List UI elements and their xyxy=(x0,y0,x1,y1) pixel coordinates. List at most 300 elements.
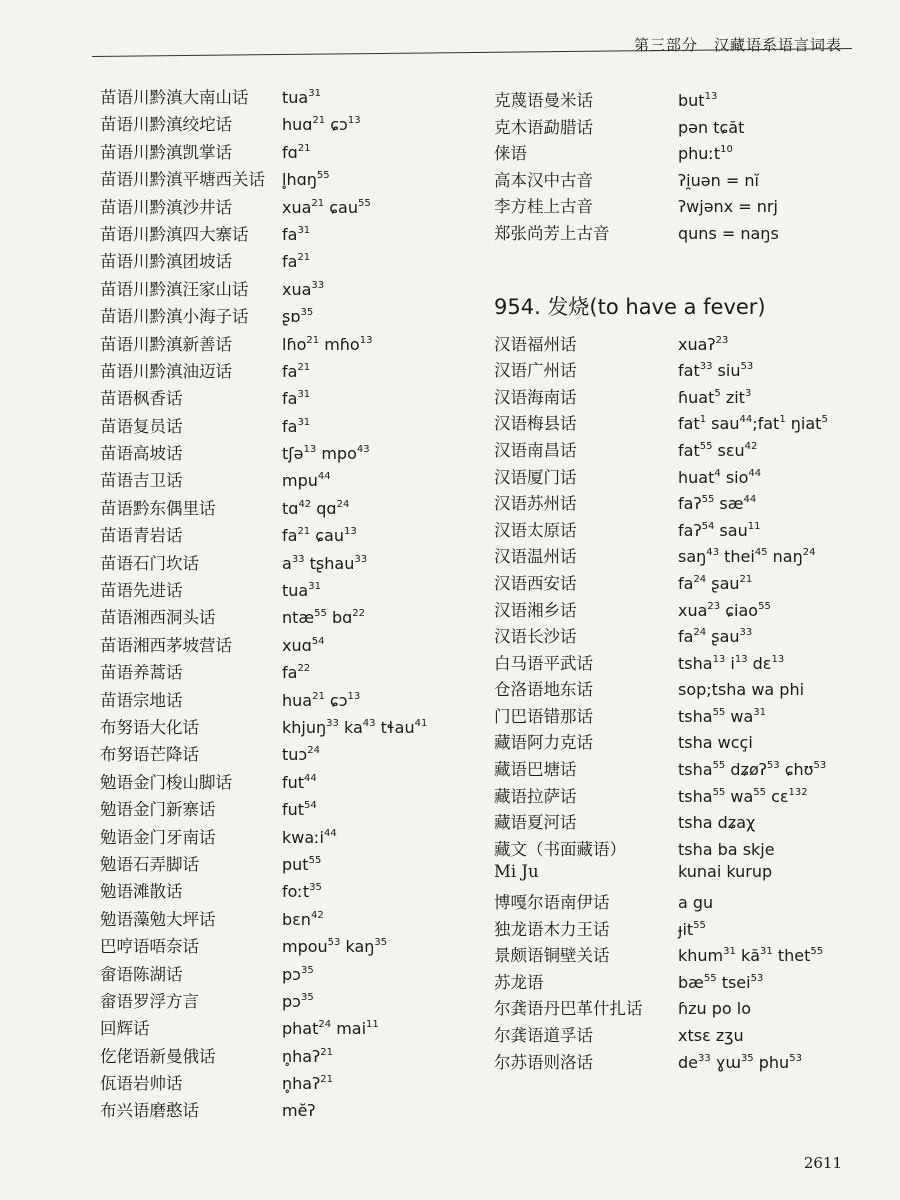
left-column xyxy=(100,84,490,1125)
word-form: $fa^{24}$ ʂau$^{33}$ xyxy=(678,627,753,647)
word-form: kunai kurup xyxy=(678,862,773,882)
entry-row xyxy=(100,84,490,111)
tone-number: 24 xyxy=(693,627,707,639)
language-name: 藏语拉萨话 xyxy=(494,786,577,806)
tone-number: 31 xyxy=(297,416,311,428)
tone-number: 33 xyxy=(698,1052,711,1064)
entry-row xyxy=(100,796,490,823)
language-name: 回辉话 xyxy=(100,1019,150,1039)
tone-number: 35 xyxy=(300,964,314,976)
language-name: 汉语苏州话 xyxy=(494,494,577,514)
page-number: 2611 xyxy=(803,1154,842,1172)
entry-row xyxy=(494,357,864,384)
language-name: 汉语广州话 xyxy=(494,361,577,381)
language-name: 苗语川黔滇沙井话 xyxy=(100,197,232,217)
word-form: tsha$^{55}$ $wa^{55}$ cɛ$^{132}$ xyxy=(678,786,808,806)
tone-number: 3 xyxy=(744,387,752,399)
entry-row xyxy=(494,916,864,943)
language-name: 苗语吉卫话 xyxy=(100,471,183,491)
tone-number: 21 xyxy=(320,1046,333,1058)
tone-number: 55 xyxy=(699,440,713,452)
entry-row xyxy=(100,467,490,494)
language-name: 畲语陈湖话 xyxy=(100,964,183,984)
language-name: 独龙语木力王话 xyxy=(494,919,610,939)
language-name: 苗语川黔滇油迈话 xyxy=(100,361,232,381)
tone-number: 4 xyxy=(714,467,721,479)
tone-number: 44 xyxy=(324,827,337,839)
entry-row xyxy=(494,836,864,863)
tone-number: 55 xyxy=(753,786,767,798)
tone-number: 31 xyxy=(723,946,736,958)
tone-number: 53 xyxy=(740,361,754,373)
language-name: 尔龚语丹巴革什扎话 xyxy=(494,999,643,1019)
tone-number: 31 xyxy=(753,706,767,718)
entry-row xyxy=(100,139,490,166)
entry-row xyxy=(494,410,864,437)
word-form: ʔwjənx = nrj xyxy=(678,197,778,217)
tone-number: 21 xyxy=(297,252,311,264)
right-bottom-list xyxy=(494,331,864,1076)
entry-row xyxy=(494,889,864,916)
word-form: tuɔ$^{24}$ xyxy=(282,745,320,765)
tone-number: 13 xyxy=(771,653,785,665)
tone-number: 11 xyxy=(747,520,761,532)
entry-row xyxy=(100,331,490,358)
tone-number: 21 xyxy=(297,361,311,373)
tone-number: 21 xyxy=(306,334,320,346)
word-form: tɑ$^{42}$ qɑ$^{24}$ xyxy=(282,498,350,518)
entry-row xyxy=(100,577,490,604)
word-form: tsha$^{55}$ $wa^{31}$ xyxy=(678,706,767,726)
word-form: $fa^{31}$ xyxy=(282,224,311,244)
tone-number: 21 xyxy=(739,573,753,585)
language-name: 布努语大化话 xyxy=(100,717,199,737)
language-name: 巴哼语唔奈话 xyxy=(100,937,199,957)
right-column xyxy=(494,87,864,1075)
word-form: $fa^{21}$ xyxy=(282,361,311,381)
tone-number: 31 xyxy=(297,389,311,401)
language-name: 苗语养蒿话 xyxy=(100,663,183,683)
entry-row xyxy=(494,570,864,597)
word-form: $a^{33}$ tʂhau$^{33}$ xyxy=(282,553,368,573)
entry-row xyxy=(494,87,864,114)
word-form: kwaːi$^{44}$ xyxy=(282,827,337,847)
entry-row xyxy=(100,604,490,631)
entry-row xyxy=(100,358,490,385)
entry-row xyxy=(100,1015,490,1042)
tone-number: 53 xyxy=(789,1052,802,1064)
word-form: but$^{13}$ xyxy=(678,91,718,110)
tone-number: 22 xyxy=(297,663,311,675)
language-name: 藏语巴塘话 xyxy=(494,760,577,780)
word-form: tua$^{31}$ xyxy=(282,581,321,601)
running-header: 第三部分 汉藏语系语言词表 xyxy=(633,36,842,54)
tone-number: 24 xyxy=(307,745,320,757)
language-name: 苗语石门坎话 xyxy=(100,553,199,573)
entry-row xyxy=(100,440,490,467)
tone-number: 31 xyxy=(760,946,773,958)
word-form: $fa^{31}$ xyxy=(282,416,311,436)
entry-row xyxy=(100,495,490,522)
tone-number: 44 xyxy=(743,494,757,506)
word-form: $bæ^{55}$ tsei$^{53}$ xyxy=(678,972,764,992)
word-form: $fa^{31}$ xyxy=(282,389,311,409)
tone-number: 23 xyxy=(715,334,729,346)
language-name: 苗语枫香话 xyxy=(100,389,183,409)
language-name: 汉语厦门话 xyxy=(494,467,577,487)
entry-row xyxy=(494,1049,864,1076)
tone-number: 33 xyxy=(326,717,339,729)
entry-row xyxy=(100,851,490,878)
entry-row xyxy=(100,769,490,796)
language-name: 勉语石弄脚话 xyxy=(100,854,199,874)
tone-number: 24 xyxy=(318,1019,332,1031)
tone-number: 10 xyxy=(720,144,733,156)
language-name: 汉语南昌话 xyxy=(494,440,577,460)
tone-number: 33 xyxy=(311,279,325,291)
language-name: 勉语藻勉大坪话 xyxy=(100,909,216,929)
tone-number: 42 xyxy=(298,498,312,510)
tone-number: 35 xyxy=(374,937,388,949)
tone-number: 55 xyxy=(712,760,726,772)
language-name: 藏语夏河话 xyxy=(494,813,577,833)
tone-number: 55 xyxy=(316,170,330,182)
language-name: 仓洛语地东话 xyxy=(494,680,593,700)
word-form: a gu xyxy=(678,893,714,913)
entry-row xyxy=(494,650,864,677)
language-name: 苗语川黔滇团坡话 xyxy=(100,252,232,272)
word-form: quns = naŋs xyxy=(678,223,779,243)
right-top-list xyxy=(494,87,864,247)
language-name: 尔龚语道孚话 xyxy=(494,1026,593,1045)
tone-number: 13 xyxy=(359,334,373,346)
word-form: hua$^{21}$ ɕɔ$^{13}$ xyxy=(282,690,361,710)
word-form: huɑ$^{21}$ ɕɔ$^{13}$ xyxy=(282,115,361,135)
language-name: 李方桂上古音 xyxy=(494,197,593,217)
entry-row xyxy=(494,140,864,167)
word-form: $de^{33}$ ɣɯ$^{35}$ phu$^{53}$ xyxy=(678,1052,802,1072)
entry-row xyxy=(494,543,864,570)
entry-row xyxy=(100,550,490,577)
language-name: 藏文（书面藏语） xyxy=(494,839,626,859)
tone-number: 55 xyxy=(703,972,717,984)
entry-row xyxy=(100,413,490,440)
tone-number: 55 xyxy=(308,854,322,866)
word-form: huat$^4$ sio$^{44}$ xyxy=(678,467,762,487)
entry-row xyxy=(100,1070,490,1097)
entry-row xyxy=(100,632,490,659)
word-form: ʔi̯uən = nĭ xyxy=(678,170,759,190)
entry-row xyxy=(100,824,490,851)
entry-row xyxy=(100,194,490,221)
tone-number: 53 xyxy=(813,760,827,772)
language-name: 苗语高坡话 xyxy=(100,444,183,464)
language-name: 俫语 xyxy=(494,144,527,164)
word-form: xtsɛ zʒu xyxy=(678,1026,744,1045)
tone-number: 44 xyxy=(748,467,762,479)
tone-number: 5 xyxy=(821,414,828,426)
entry-row xyxy=(100,988,490,1015)
tone-number: 31 xyxy=(297,224,311,236)
word-form: mĕʔ xyxy=(282,1101,316,1121)
word-form: xua$^{21}$ ɕau$^{55}$ xyxy=(282,197,371,217)
word-form: n̥haʔ$^{21}$ xyxy=(282,1046,333,1066)
word-form: fɑ$^{21}$ xyxy=(282,142,311,162)
entry-row xyxy=(494,220,864,247)
language-name: 汉语温州话 xyxy=(494,547,577,567)
language-name: 苗语复员话 xyxy=(100,416,183,436)
tone-number: 24 xyxy=(693,573,707,585)
language-name: 高本汉中古音 xyxy=(494,170,593,190)
tone-number: 55 xyxy=(712,786,726,798)
language-name: 苗语宗地话 xyxy=(100,690,183,710)
word-form: phuːt$^{10}$ xyxy=(678,144,733,164)
word-form: ɦzu po lo xyxy=(678,999,752,1019)
tone-number: 35 xyxy=(300,307,314,319)
tone-number: 43 xyxy=(706,547,720,559)
word-form: tʃə$^{13}$ mpo$^{43}$ xyxy=(282,444,370,464)
tone-number: 41 xyxy=(414,717,428,729)
entry-row xyxy=(494,676,864,703)
language-name: 佤语岩帅话 xyxy=(100,1074,183,1094)
entry-row xyxy=(494,384,864,411)
tone-number: 13 xyxy=(344,526,357,538)
entry-row xyxy=(494,703,864,730)
tone-number: 55 xyxy=(712,706,726,718)
word-form: tsha ba skje xyxy=(678,839,775,859)
entry-row xyxy=(494,756,864,783)
entry-row xyxy=(494,464,864,491)
language-name: 苗语川黔滇新善话 xyxy=(100,334,232,354)
tone-number: 43 xyxy=(362,717,376,729)
tone-number: 35 xyxy=(309,882,322,894)
tone-number: 1 xyxy=(699,414,707,426)
language-name: 苗语川黔滇汪家山话 xyxy=(100,279,249,299)
language-name: 汉语太原话 xyxy=(494,520,577,540)
language-name: 汉语梅县话 xyxy=(494,414,577,434)
word-form: xuɑ$^{54}$ xyxy=(282,635,325,655)
word-form: fut$^{54}$ xyxy=(282,800,317,820)
tone-number: 33 xyxy=(291,553,305,565)
entry-row xyxy=(100,714,490,741)
entry-row xyxy=(100,687,490,714)
language-name: 苗语湘西茅坡营话 xyxy=(100,635,232,655)
tone-number: 21 xyxy=(311,197,325,209)
language-name: 仡佬语新曼俄话 xyxy=(100,1046,216,1066)
word-form: xua$^{33}$ xyxy=(282,279,325,299)
tone-number: 33 xyxy=(699,361,713,373)
word-form: mpou$^{53}$ kaŋ$^{35}$ xyxy=(282,937,388,957)
language-name: 苗语先进话 xyxy=(100,581,183,601)
tone-number: 54 xyxy=(304,800,317,812)
word-form: faʔ$^{54}$ sau$^{11}$ xyxy=(678,520,761,540)
word-form: ɟit$^{55}$ xyxy=(678,919,706,939)
entry-row xyxy=(100,659,490,686)
word-form: mpu$^{44}$ xyxy=(282,471,331,491)
tone-number: 44 xyxy=(739,414,753,426)
tone-number: 53 xyxy=(327,937,341,949)
word-form: ntæ$^{55}$ bɑ$^{22}$ xyxy=(282,608,365,628)
word-form: khjuŋ$^{33}$ $ka^{43}$ tɬau$^{41}$ xyxy=(282,717,428,737)
language-name: 勉语金门新寨话 xyxy=(100,800,216,820)
language-name: 景颇语铜壁关话 xyxy=(494,946,610,966)
word-form: faʔ$^{55}$ $sæ^{44}$ xyxy=(678,494,757,514)
language-name: 苗语川黔滇小海子话 xyxy=(100,307,249,327)
tone-number: 33 xyxy=(739,627,753,639)
entry-row xyxy=(100,276,490,303)
word-form: pɔ$^{35}$ xyxy=(282,991,314,1011)
tone-number: 23 xyxy=(707,600,721,612)
tone-number: 55 xyxy=(758,600,771,612)
word-form: tsha wcçi xyxy=(678,733,753,753)
entry-row xyxy=(100,221,490,248)
tone-number: 44 xyxy=(317,471,331,483)
word-form: n̥haʔ$^{21}$ xyxy=(282,1074,333,1094)
entry-row xyxy=(494,490,864,517)
entry-row xyxy=(494,437,864,464)
entry-row xyxy=(100,933,490,960)
entry-row xyxy=(100,303,490,330)
language-name: 畲语罗浮方言 xyxy=(100,991,199,1011)
language-name: 苗语湘西洞头话 xyxy=(100,608,216,628)
language-name: 苗语川黔滇大南山话 xyxy=(100,88,249,107)
word-form: fut$^{44}$ xyxy=(282,772,317,792)
entry-row xyxy=(494,969,864,996)
word-form: pɔ$^{35}$ xyxy=(282,964,314,984)
tone-number: 21 xyxy=(312,115,326,127)
tone-number: 13 xyxy=(347,115,361,127)
word-form: tua$^{31}$ xyxy=(282,88,321,107)
word-form: tsha$^{13}$ $i^{13}$ dɛ$^{13}$ xyxy=(678,653,785,673)
tone-number: 33 xyxy=(354,553,368,565)
language-name: 苗语黔东偶里话 xyxy=(100,498,216,518)
tone-number: 55 xyxy=(314,608,327,620)
word-form: ɦuat$^5$ zit$^3$ xyxy=(678,387,752,407)
tone-number: 55 xyxy=(810,946,824,958)
entry-row xyxy=(494,517,864,544)
word-form: pən tɕăt xyxy=(678,117,745,137)
entry-row xyxy=(100,906,490,933)
language-name: 汉语湘乡话 xyxy=(494,600,577,620)
entry-row xyxy=(494,729,864,756)
tone-number: 13 xyxy=(704,91,718,102)
language-name: 布努语芒降话 xyxy=(100,745,199,765)
tone-number: 55 xyxy=(701,494,715,506)
tone-number: 13 xyxy=(712,653,726,665)
word-form: saŋ$^{43}$ thei$^{45}$ naŋ$^{24}$ xyxy=(678,547,816,567)
entry-row xyxy=(494,167,864,194)
word-form: bɛn$^{42}$ xyxy=(282,909,324,929)
word-form: $fa^{22}$ xyxy=(282,663,311,683)
tone-number: 42 xyxy=(744,440,758,452)
word-form: fat$^{55}$ sɛu$^{42}$ xyxy=(678,440,758,460)
language-name: 布兴语磨憨话 xyxy=(100,1101,199,1121)
tone-number: 132 xyxy=(788,786,808,798)
tone-number: 35 xyxy=(740,1052,754,1064)
word-form: put$^{55}$ xyxy=(282,854,322,874)
language-name: 尔苏语则洛话 xyxy=(494,1052,593,1072)
language-name: 克蔑语曼米话 xyxy=(494,91,593,110)
entry-row xyxy=(494,597,864,624)
word-form: l̥hɑŋ$^{55}$ xyxy=(282,170,330,190)
entry-row xyxy=(494,995,864,1022)
word-form: fat$^1$ sau$^{44}$;fat$^1$ ŋiat$^5$ xyxy=(678,414,828,434)
entry-row xyxy=(100,166,490,193)
language-name: 汉语福州话 xyxy=(494,334,577,354)
entry-row xyxy=(100,111,490,138)
tone-number: 53 xyxy=(750,972,764,984)
entry-row xyxy=(100,248,490,275)
tone-number: 21 xyxy=(312,690,325,702)
entry-row xyxy=(494,114,864,141)
entry-row xyxy=(100,1097,490,1124)
entry-row xyxy=(100,1043,490,1070)
tone-number: 11 xyxy=(366,1019,379,1031)
word-form: $fa^{21}$ xyxy=(282,252,311,272)
word-form: tsha$^{55}$ dʑøʔ$^{53}$ ɕhʊ$^{53}$ xyxy=(678,760,827,780)
entry-row xyxy=(494,1022,864,1049)
tone-number: 35 xyxy=(300,991,314,1003)
tone-number: 22 xyxy=(352,608,365,620)
entry-row xyxy=(494,783,864,810)
word-form: xuaʔ$^{23}$ xyxy=(678,334,729,354)
language-name: 克木语勐腊话 xyxy=(494,117,593,137)
language-name: 勉语金门牙南话 xyxy=(100,827,216,847)
tone-number: 13 xyxy=(303,444,317,456)
language-name: 苗语川黔滇四大寨话 xyxy=(100,224,249,244)
word-form: xua$^{23}$ ɕiao$^{55}$ xyxy=(678,600,771,620)
tone-number: 21 xyxy=(297,142,311,154)
language-name: 汉语西安话 xyxy=(494,573,577,593)
tone-number: 43 xyxy=(356,444,370,456)
tone-number: 21 xyxy=(297,526,311,538)
tone-number: 24 xyxy=(336,498,350,510)
word-form: fat$^{33}$ siu$^{53}$ xyxy=(678,361,754,381)
tone-number: 1 xyxy=(779,414,786,426)
language-name: 苗语川黔滇平塘西关话 xyxy=(100,170,265,190)
language-name: 郑张尚芳上古音 xyxy=(494,223,610,243)
tone-number: 53 xyxy=(766,760,780,772)
entry-row xyxy=(494,862,864,889)
language-name: 勉语金门梭山脚话 xyxy=(100,772,232,792)
tone-number: 54 xyxy=(311,635,325,647)
entry-row xyxy=(100,385,490,412)
entry-row xyxy=(494,809,864,836)
tone-number: 24 xyxy=(802,547,816,559)
tone-number: 31 xyxy=(308,581,321,593)
tone-number: 13 xyxy=(347,690,361,702)
language-name: 勉语滩散话 xyxy=(100,882,183,902)
tone-number: 55 xyxy=(693,919,706,931)
tone-number: 55 xyxy=(357,197,371,209)
language-name: 苏龙语 xyxy=(494,972,544,992)
tone-number: 44 xyxy=(304,772,317,784)
word-form: lɦo$^{21}$ mɦo$^{13}$ xyxy=(282,334,373,354)
language-name: 白马语平武话 xyxy=(494,653,593,673)
language-name: 藏语阿力克话 xyxy=(494,733,593,753)
entry-row xyxy=(100,522,490,549)
entry-row xyxy=(100,878,490,905)
tone-number: 45 xyxy=(754,547,768,559)
language-name: 门巴语错那话 xyxy=(494,706,593,726)
language-name: 汉语长沙话 xyxy=(494,627,577,647)
word-form: foːt$^{35}$ xyxy=(282,882,322,902)
tone-number: 42 xyxy=(310,909,324,921)
language-name: Mi Ju xyxy=(494,862,539,882)
word-form: tsha dʑaχ xyxy=(678,813,756,833)
language-name: 苗语川黔滇凯掌话 xyxy=(100,142,232,162)
word-form: phat$^{24}$ mai$^{11}$ xyxy=(282,1019,379,1039)
